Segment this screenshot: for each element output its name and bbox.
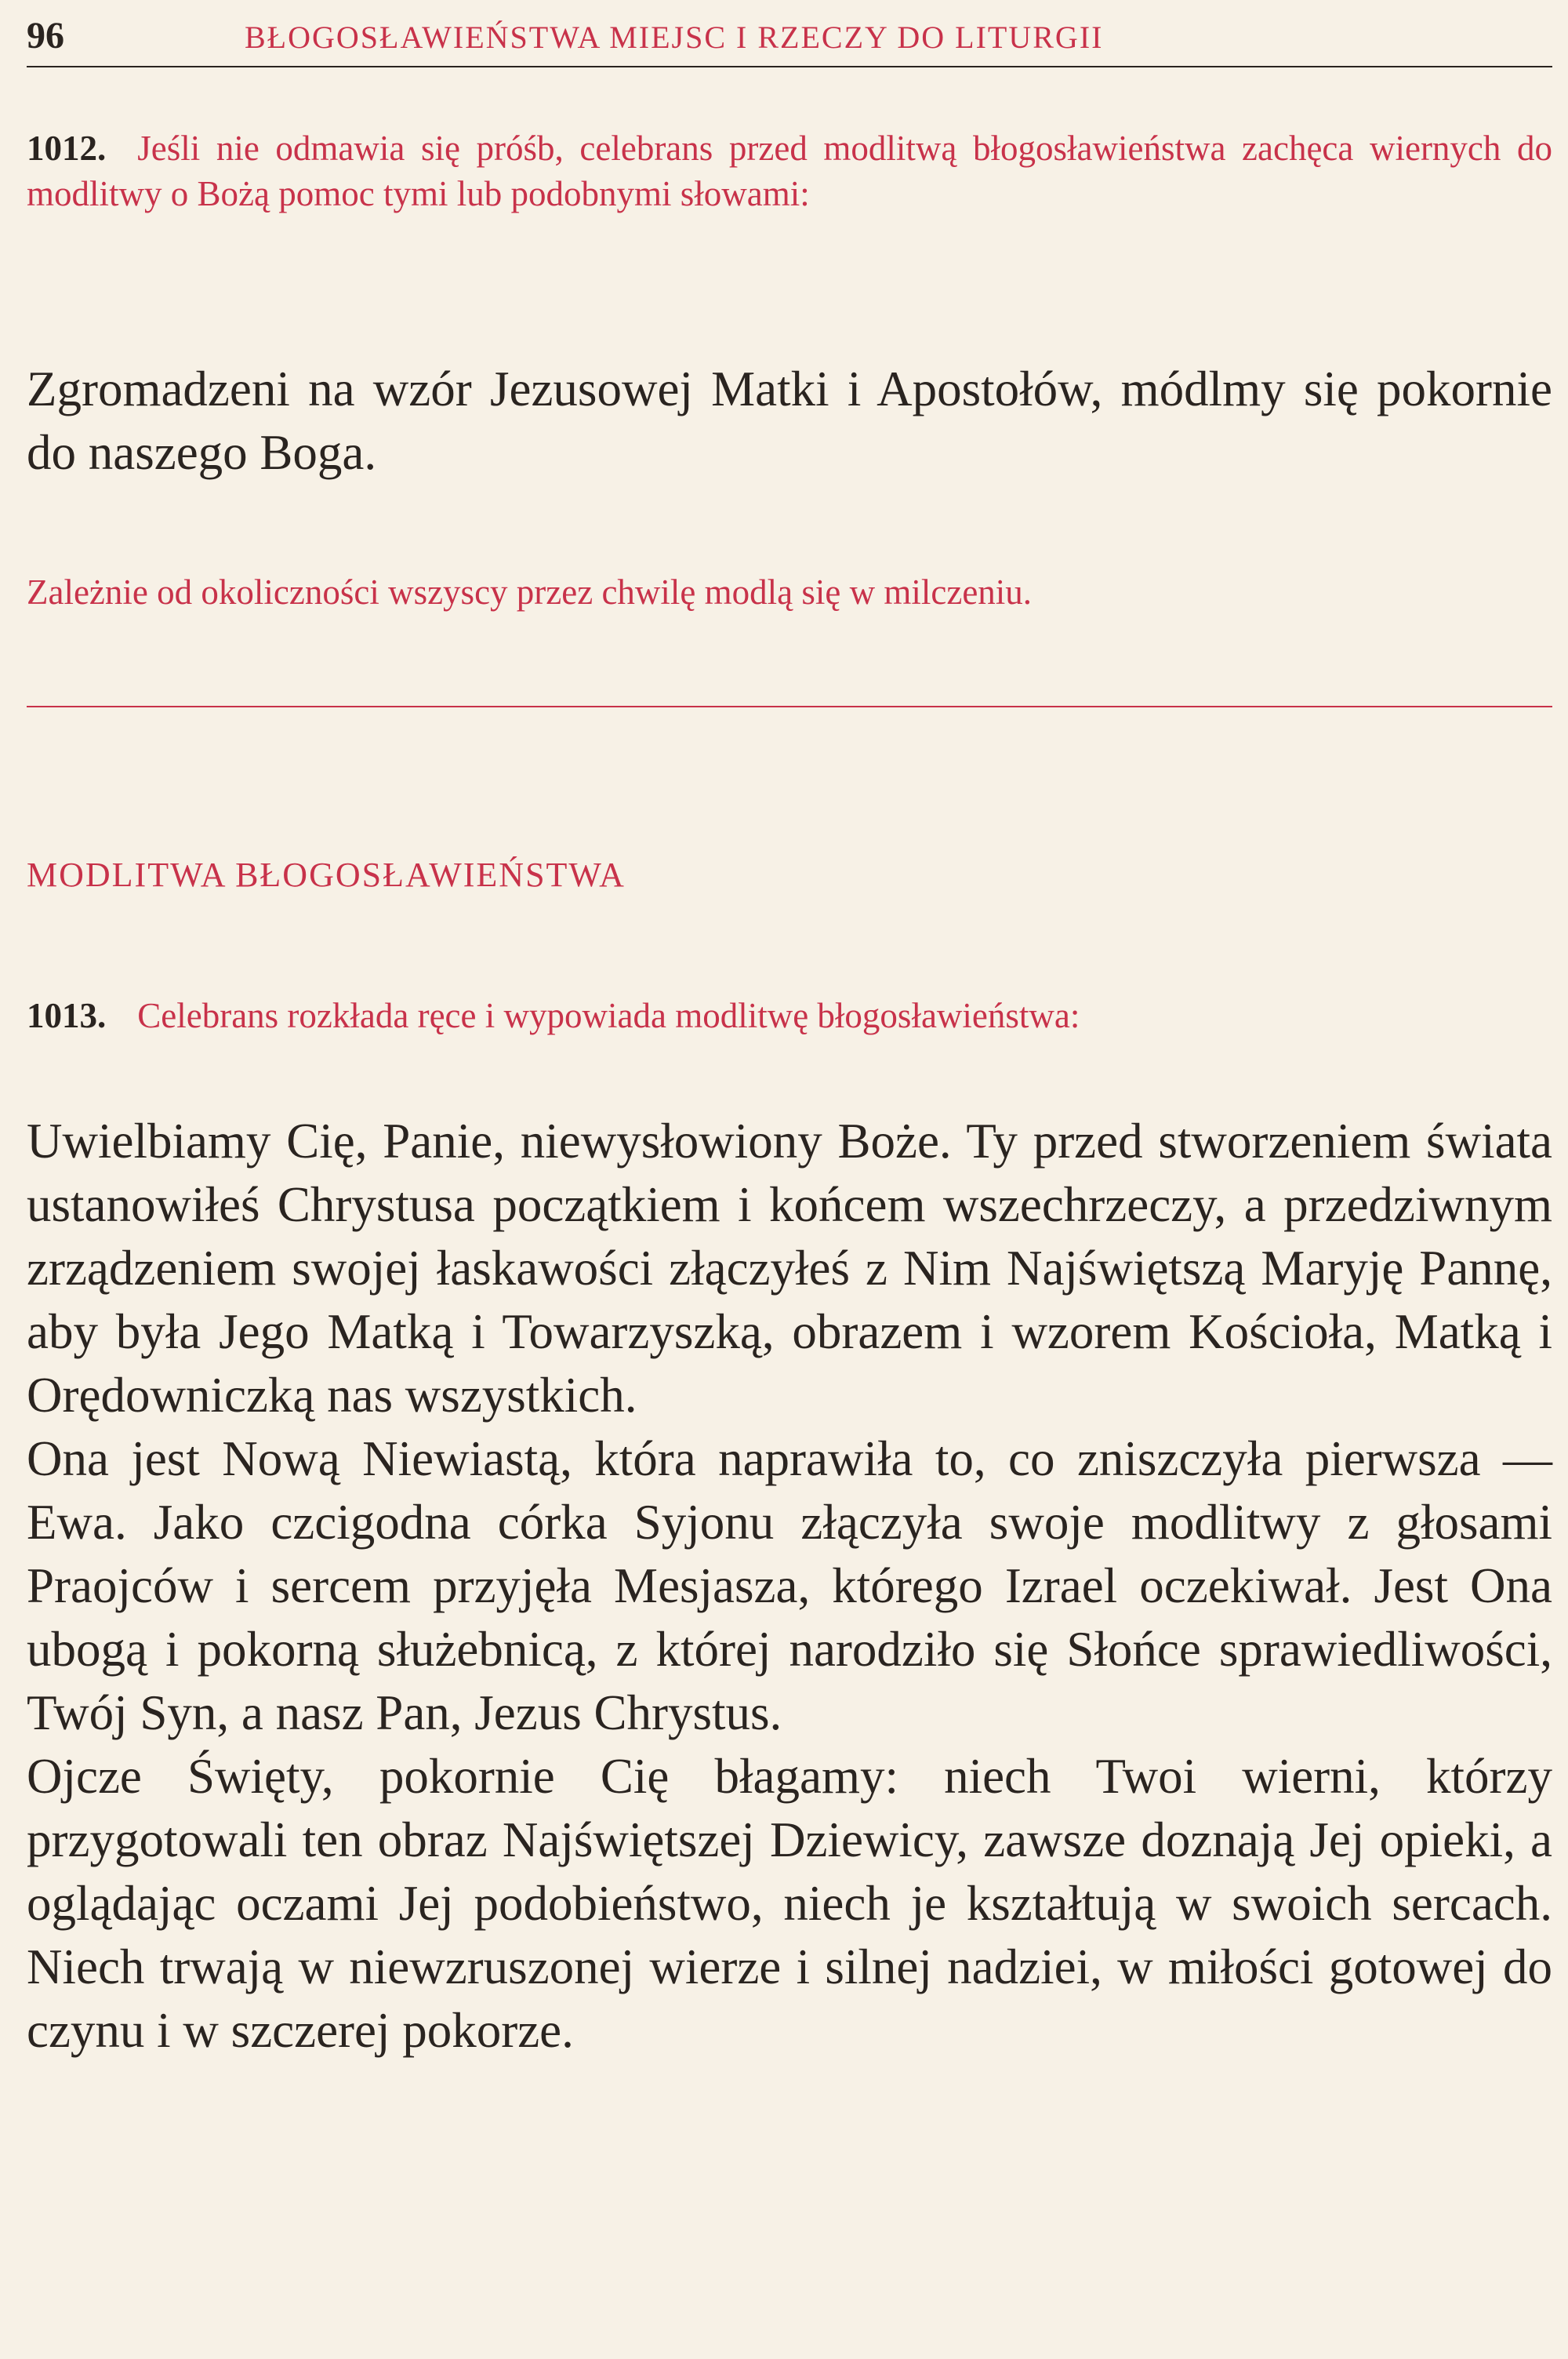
paragraph-number-1012: 1012. bbox=[27, 129, 107, 168]
invitation-text bbox=[27, 358, 1552, 485]
section-title: MODLITWA BŁOGOSŁAWIEŃSTWA bbox=[27, 856, 626, 894]
rubric-1012-text: Jeśli nie odmawia się próśb, celebrans przed modlitwą błogosławieństwa zachęca wiernych do modlitwy o Bożą pomoc tymi lub podobnymi słowami: bbox=[27, 129, 1552, 213]
running-title: BŁOGOSŁAWIEŃSTWA MIEJSC I RZECZY DO LITURGII bbox=[245, 20, 1104, 55]
paragraph-number-1013: 1013. bbox=[27, 996, 107, 1035]
silence-rubric: Zależnie od okoliczności wszyscy przez chwilę modlą się w milczeniu. bbox=[27, 572, 1033, 612]
rubric-1013-text: Celebrans rozkłada ręce i wypowiada modlitwę błogosławieństwa: bbox=[137, 996, 1080, 1035]
blessing-prayer bbox=[27, 1110, 1552, 2063]
page-header bbox=[27, 11, 1552, 67]
prayer-paragraph-2: Ona jest Nową Niewiastą, która naprawiła to, co zniszczyła pierwsza — Ewa. Jako czcigodna córka Syjonu złączyła swoje modlitwy z głosami Praojców i sercem przyjęła Mesjasza, którego Izrael oczekiwał. Jest Ona ubogą i pokorną służebnicą, z której narodziło się Słońce sprawiedliwości, Twój Syn, a nasz Pan, Jezus Chrystus. bbox=[27, 1431, 1552, 1740]
invitation-paragraph: Zgromadzeni na wzór Jezusowej Matki i Apostołów, módlmy się pokornie do naszego Boga. bbox=[27, 362, 1552, 480]
rubric-1013 bbox=[27, 993, 1552, 1038]
page-number: 96 bbox=[27, 15, 64, 56]
prayer-paragraph-1: Uwielbiamy Cię, Panie, niewysłowiony Boże. Ty przed stworzeniem świata ustanowiłeś Chrystusa początkiem i końcem wszechrzeczy, a przedziwnym zrządzeniem swojej łaskawości złączyłeś z Nim Najświętszą Maryję Pannę, aby była Jego Matką i Towarzyszką, obrazem i wzorem Kościoła, Matką i Orędowniczką nas wszystkich. bbox=[27, 1114, 1552, 1423]
prayer-paragraph-3: Ojcze Święty, pokornie Cię błagamy: niech Twoi wierni, którzy przygotowali ten obraz Najświętszej Dziewicy, zawsze doznają Jej opieki, a oglądając oczami Jej podobieństwo, niech je kształtują w swoich sercach. Niech trwają w niewzruszonej wierze i silnej nadziei, w miłości gotowej do czynu i w szczerej pokorze. bbox=[27, 1749, 1552, 2058]
rubric-1012 bbox=[27, 125, 1552, 216]
section-divider bbox=[27, 706, 1552, 707]
